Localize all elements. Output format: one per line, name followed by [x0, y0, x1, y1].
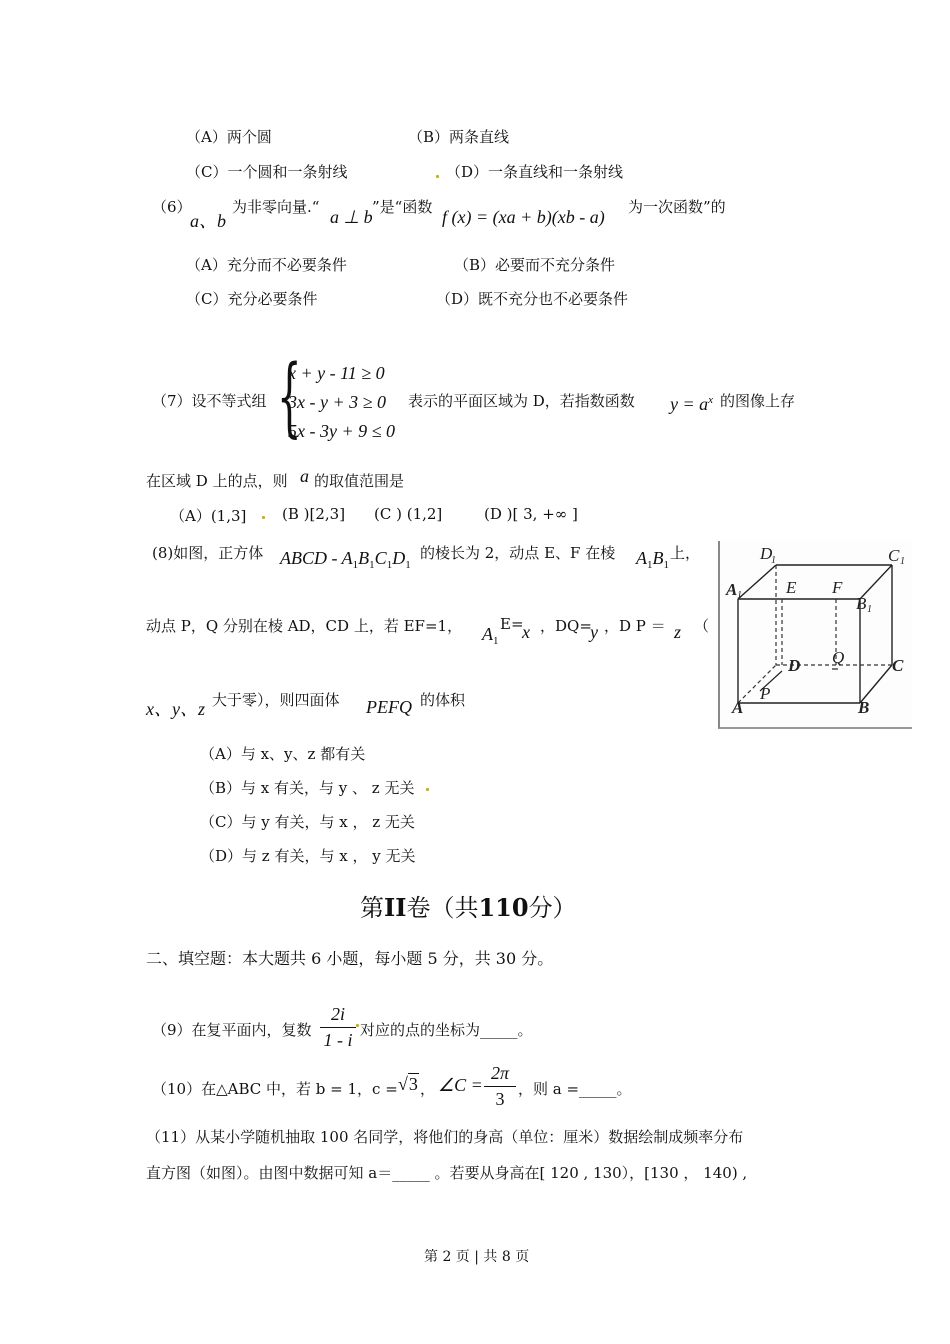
svg-text:1: 1	[867, 604, 872, 615]
q9-denominator: 1 - i	[323, 1030, 353, 1050]
q8-a1-text: A	[482, 624, 493, 644]
q6-option-d: （D）既不充分也不必要条件	[436, 290, 629, 308]
q6-option-c: （C）充分必要条件	[186, 290, 318, 308]
q8-text-2: 上，	[670, 544, 701, 562]
label-a: A	[732, 698, 744, 717]
q6-number: （6）	[152, 198, 192, 216]
q7-option-b: (B )[2,3]	[282, 505, 346, 523]
q8-dp: ，D P ＝	[604, 617, 666, 635]
q8-edge-a1b1: $A_1B_1$	[636, 548, 669, 571]
label-c1: C	[888, 546, 900, 565]
q6-text-2: ”是“函数	[372, 198, 433, 216]
q7-inequality-2: 3x - y + 3 ≥ 0	[288, 392, 386, 412]
label-d1: D	[760, 544, 773, 563]
q7-var-a: a	[300, 466, 309, 486]
q8-y: y	[590, 622, 598, 642]
q7-option-a: （A）(1,3]	[170, 507, 247, 525]
q11-line-2: 直方图（如图）。由图中数据可知 a＝_____ 。若要从身高在[ 120 , 130），[130 ， 140) ,	[146, 1164, 748, 1182]
q10-fraction	[484, 1063, 516, 1110]
q10-numerator: 2π	[490, 1063, 510, 1083]
q8-line2: 动点 P，Q 分别在棱 AD，CD 上，若 EF=1，	[146, 617, 463, 635]
page-footer: 第 2 页 | 共 8 页	[424, 1249, 530, 1265]
section-title-pre: 第	[360, 894, 384, 922]
q5-option-c: （C）一个圆和一条射线	[186, 163, 348, 181]
edge-a1d1	[738, 565, 776, 599]
q7-inequality-1: x + y - 11 ≥ 0	[288, 363, 385, 383]
q8-x: x	[522, 622, 530, 642]
label-e: E	[786, 578, 797, 597]
q10-angle: ∠C =	[438, 1075, 483, 1095]
q7-function-base: y = a	[670, 394, 709, 414]
q7-text-1: 表示的平面区域为 D，若指数函数	[408, 392, 635, 410]
q11-line-1: （11）从某小学随机抽取 100 名同学，将他们的身高（单位：厘米）数据绘制成频率分布	[146, 1128, 744, 1146]
section-title-num: 110	[478, 893, 529, 922]
q7-function	[670, 394, 713, 415]
q9-prefix: （9）在复平面内，复数	[152, 1021, 312, 1039]
label-a1: A	[726, 580, 738, 599]
label-f: F	[832, 578, 843, 597]
q8-prefix: (8)如图，正方体	[152, 544, 264, 562]
label-d: D	[788, 656, 801, 675]
q8-dq: ，DQ=	[540, 617, 592, 635]
q6-text-1: 为非零向量.“	[232, 198, 320, 216]
q5-option-d: （D）一条直线和一条射线	[446, 163, 624, 181]
q7-option-c: (C ) (1,2]	[374, 505, 443, 523]
q6-option-a: （A）充分而不必要条件	[186, 256, 347, 274]
q7-function-exponent: x	[708, 394, 714, 406]
svg-text:1: 1	[771, 555, 776, 566]
q6-text-3: 为一次函数”的	[628, 198, 726, 216]
q8-option-b: （B）与 x 有关，与 y 、 z 无关	[200, 779, 415, 797]
q7-line2-b: 的取值范围是	[314, 472, 405, 490]
q6-vars: a、b	[190, 211, 226, 231]
q6-option-b: （B）必要而不充分条件	[454, 256, 616, 274]
q8-text-4: 的体积	[420, 691, 466, 709]
q7-text-2: 的图像上存	[720, 392, 796, 410]
q8-a1: $A_1$	[482, 624, 499, 647]
label-p: P	[760, 684, 771, 703]
q8-cube-name-text: ABCD - A	[280, 548, 353, 568]
q6-perp: a ⊥ b	[330, 207, 373, 227]
section-title	[360, 888, 577, 923]
q6-function: f (x) = (xa + b)(xb - a)	[442, 207, 605, 227]
q7-option-d: (D )[ 3, +∞ ]	[484, 505, 578, 523]
q7-line2-a: 在区域 D 上的点，则	[146, 472, 288, 490]
q10-prefix: （10）在△ABC 中，若 b = 1，c =	[152, 1080, 398, 1098]
q8-e-eq: E=	[500, 615, 524, 633]
label-q: Q	[832, 648, 845, 667]
q5-option-a: （A）两个圆	[186, 128, 272, 146]
q8-option-a: （A）与 x、y、z 都有关	[200, 745, 366, 763]
q10-comma: ，	[420, 1080, 436, 1098]
label-c: C	[892, 656, 904, 675]
section-title-mid: 卷（共	[406, 894, 479, 922]
q8-pefq: PEFQ	[366, 697, 412, 717]
q10-denominator: 3	[495, 1089, 505, 1109]
q7-prefix: （7）设不等式组	[152, 392, 267, 410]
q10-sqrt-value: 3	[408, 1074, 418, 1094]
section-title-post: 分）	[528, 894, 577, 922]
section-title-roman: II	[384, 893, 407, 922]
label-b: B	[858, 698, 870, 717]
svg-text:1: 1	[737, 590, 742, 601]
q8-paren: （	[694, 617, 710, 635]
svg-text:1: 1	[900, 556, 905, 567]
q8-text-1: 的棱长为 2，动点 E、F 在棱	[420, 544, 616, 562]
q10-text: ，则 a =_____。	[518, 1080, 632, 1098]
q8-cube-figure	[718, 541, 912, 729]
q5-option-b: （B）两条直线	[408, 128, 510, 146]
section-heading: 二、填空题：本大题共 6 小题，每小题 5 分，共 30 分。	[146, 949, 554, 968]
q8-option-c: （C）与 y 有关，与 x ， z 无关	[200, 813, 415, 831]
q7-brace: {	[277, 347, 302, 447]
q8-z: z	[674, 622, 682, 642]
q8-cube-name: ABCD - $A_1B_1C_1D_1$	[280, 548, 411, 571]
q9-numerator: 2i	[330, 1004, 345, 1024]
q10-sqrt: √3	[398, 1074, 418, 1094]
label-b1: B	[856, 594, 867, 613]
q8-text-3: 大于零），则四面体	[212, 691, 340, 709]
q7-inequality-3: 5x - 3y + 9 ≤ 0	[288, 421, 395, 441]
q9-text: 对应的点的坐标为_____。	[360, 1021, 533, 1039]
q9-fraction	[320, 1004, 356, 1051]
q8-xyz: x、y、z	[146, 699, 205, 719]
q8-option-d: （D）与 z 有关，与 x ， y 无关	[200, 847, 416, 865]
cube-diagram	[720, 541, 912, 727]
